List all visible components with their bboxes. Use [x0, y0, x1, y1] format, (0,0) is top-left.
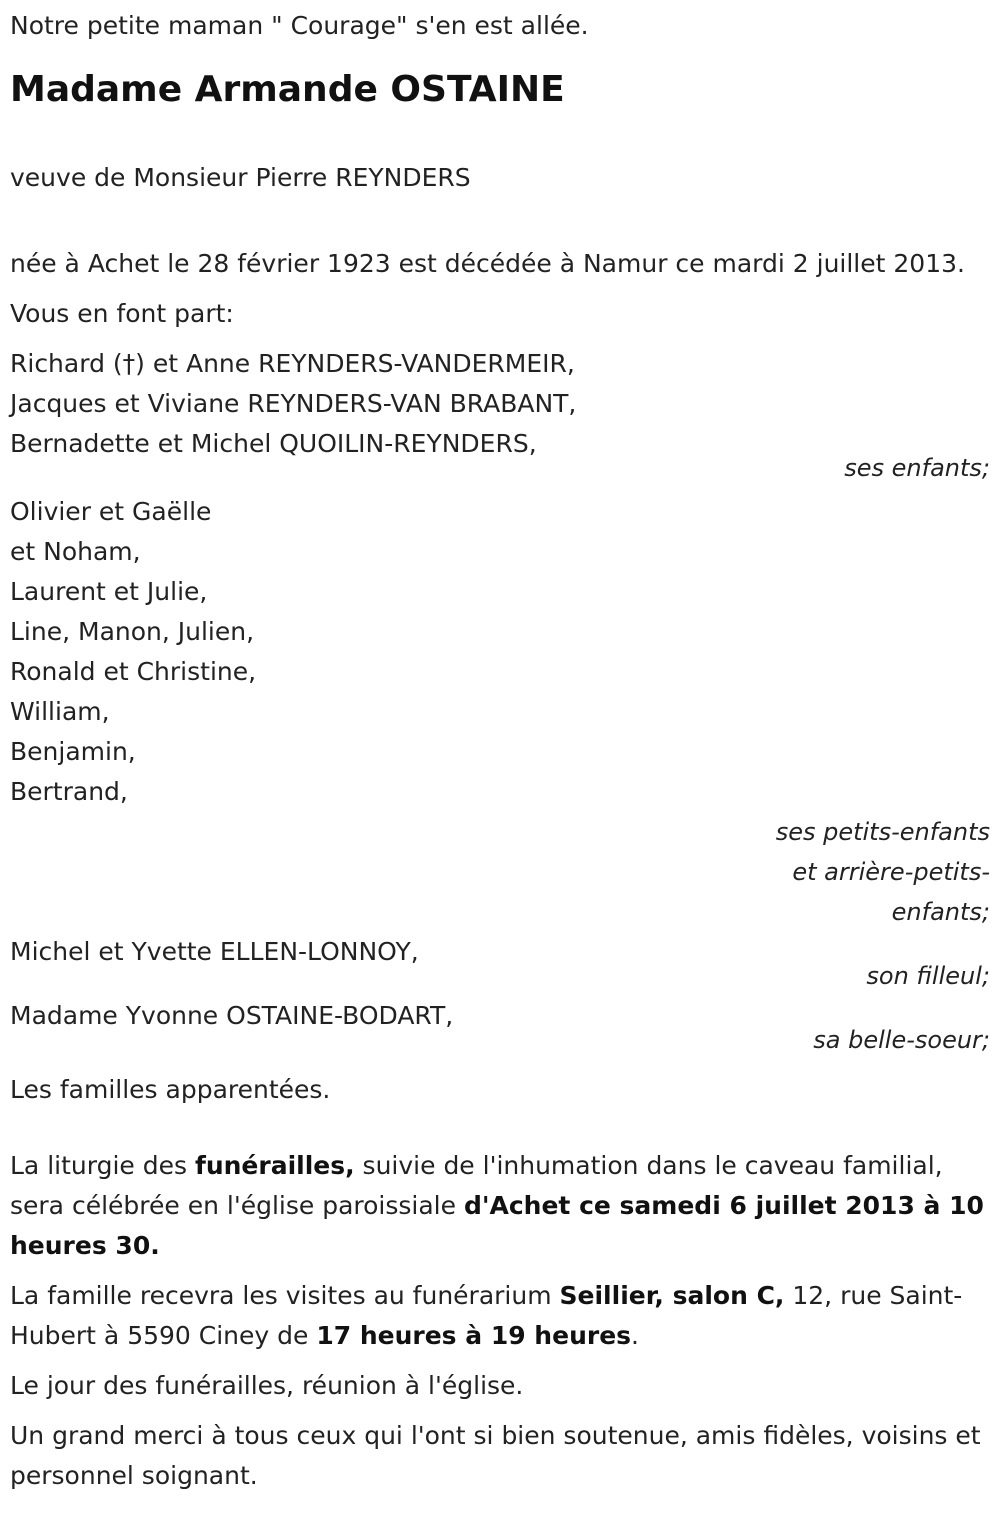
grandchildren-relation [10, 812, 990, 932]
visits-paragraph [10, 1276, 990, 1356]
children-line: Richard (†) et Anne REYNDERS-VANDERMEIR, [10, 349, 575, 378]
godson-line: Michel et Yvette ELLEN-LONNOY, [10, 937, 419, 966]
grandchildren-line: et Noham, [10, 537, 141, 566]
sister-in-law-line: Madame Yvonne OSTAINE-BODART, [10, 1001, 454, 1030]
families-text: Les familles apparentées. [10, 1075, 331, 1104]
intro-text: Notre petite maman " Courage" s'en est allée. [10, 11, 589, 40]
grandchildren-line: Laurent et Julie, [10, 577, 208, 606]
sister-in-law-group [10, 996, 990, 1060]
sister-in-law-relation: sa belle-soeur; [813, 1026, 990, 1054]
grandchildren-line: Olivier et Gaëlle [10, 497, 212, 526]
widow-text: veuve de Monsieur Pierre REYNDERS [10, 163, 471, 192]
children-group [10, 344, 990, 488]
grandchildren-line: Benjamin, [10, 737, 136, 766]
godson-group [10, 932, 990, 996]
grandchildren-group [10, 492, 990, 932]
birth-death-text: née à Achet le 28 février 1923 est décédée à Namur ce mardi 2 juillet 2013. [10, 249, 965, 278]
liturgy-text: La liturgie des [10, 1151, 195, 1180]
visits-text: . [631, 1321, 639, 1350]
visits-bold-venue: Seillier, salon C, [559, 1281, 785, 1310]
liturgy-paragraph [10, 1146, 990, 1266]
grandchildren-relation-line: enfants; [891, 898, 990, 926]
grandchildren-line: Line, Manon, Julien, [10, 617, 255, 646]
children-relation: ses enfants; [844, 454, 990, 482]
visits-bold-hours: 17 heures à 19 heures [316, 1321, 632, 1350]
children-line: Jacques et Viviane REYNDERS-VAN BRABANT, [10, 389, 577, 418]
deceased-name: Madame Armande OSTAINE [10, 69, 565, 110]
visits-text: 12, rue Saint-Hubert à 5590 Ciney de [10, 1281, 963, 1350]
grandchildren-line: Bertrand, [10, 777, 128, 806]
liturgy-bold-date: d'Achet ce samedi 6 juillet 2013 à 10 heures 30. [10, 1191, 984, 1260]
thanks-text: Un grand merci à tous ceux qui l'ont si bien soutenue, amis fidèles, voisins et personnel soignant. [10, 1421, 981, 1490]
liturgy-bold-funerals: funérailles, [194, 1151, 355, 1180]
grandchildren-line: Ronald et Christine, [10, 657, 257, 686]
liturgy-text: suivie de l'inhumation dans le caveau familial, sera célébrée en l'église paroissiale [10, 1151, 943, 1220]
meeting-text: Le jour des funérailles, réunion à l'église. [10, 1371, 524, 1400]
grandchildren-relation-line: et arrière-petits- [792, 858, 990, 886]
announce-text: Vous en font part: [10, 299, 234, 328]
grandchildren-relation-line: ses petits-enfants [775, 818, 990, 846]
children-line: Bernadette et Michel QUOILIN-REYNDERS, [10, 429, 537, 458]
grandchildren-line: William, [10, 697, 110, 726]
godson-relation: son filleul; [866, 962, 990, 990]
visits-text: La famille recevra les visites au funérarium [10, 1281, 560, 1310]
